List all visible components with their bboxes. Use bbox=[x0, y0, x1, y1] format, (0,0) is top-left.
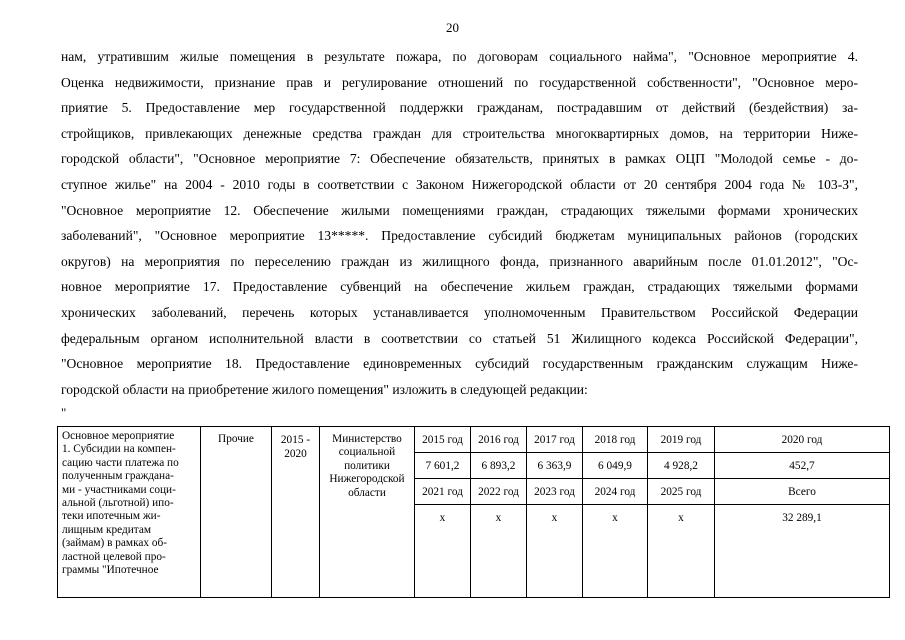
paragraph-line: приятие 5. Предоставление мер государственной поддержки гражданам, пострадавшим от действий (бездействия) за- bbox=[61, 100, 858, 116]
measure-line: 1. Субсидии на компен- bbox=[62, 443, 176, 456]
measure-line: теки ипотечным жи- bbox=[62, 510, 161, 523]
measure-line: полученным граждана- bbox=[62, 470, 174, 483]
amount-cell: x bbox=[583, 505, 648, 598]
paragraph-line: нам, утратившим жилые помещения в результате пожара, по договорам социального найма", "Основное мероприятие 4. bbox=[61, 49, 858, 64]
year-header-cell: 2019 год bbox=[648, 427, 715, 453]
page-number: 20 bbox=[446, 20, 459, 35]
table-row bbox=[58, 427, 890, 453]
category-cell: Прочие bbox=[201, 427, 272, 598]
funding-table bbox=[57, 426, 890, 598]
amount-cell: x bbox=[527, 505, 583, 598]
year-header-cell: 2022 год bbox=[471, 479, 527, 505]
year-header-cell: 2021 год bbox=[415, 479, 471, 505]
amount-cell: 7 601,2 bbox=[415, 453, 471, 479]
paragraph-line: новное мероприятие 17. Предоставление субвенций на обеспечение жильем граждан, страдающих тяжелыми формами bbox=[61, 279, 858, 295]
period-cell: 2015 - 2020 bbox=[272, 427, 320, 598]
year-header-cell: 2023 год bbox=[527, 479, 583, 505]
paragraph-line: заболеваний", "Основное мероприятие 13*****. Предоставление субсидий бюджетам муниципальных районов (городских bbox=[61, 228, 858, 244]
measure-line: (займам) в рамках об- bbox=[62, 537, 168, 550]
year-header-cell: 2018 год bbox=[583, 427, 648, 453]
amount-cell: 6 049,9 bbox=[583, 453, 648, 479]
measure-line: сацию части платежа по bbox=[62, 456, 179, 469]
measure-line: ми - участниками соци- bbox=[62, 483, 176, 496]
year-header-cell: 2017 год bbox=[527, 427, 583, 453]
amount-cell: x bbox=[415, 505, 471, 598]
year-header-cell: 2016 год bbox=[471, 427, 527, 453]
paragraph-line: городской области на приобретение жилого помещения" изложить в следующей редакции: bbox=[61, 381, 588, 397]
amount-cell: 452,7 bbox=[715, 453, 890, 479]
measure-line: Основное мероприятие bbox=[62, 430, 175, 442]
amount-cell: x bbox=[471, 505, 527, 598]
body-paragraph bbox=[61, 44, 858, 402]
amount-cell: 6 363,9 bbox=[527, 453, 583, 479]
amount-cell: x bbox=[648, 505, 715, 598]
paragraph-line: ступное жилье" на 2004 - 2010 годы в соответствии с Законом Нижегородской области от 20 сентября 2004 года № 103-З", bbox=[61, 176, 858, 192]
amount-cell: 6 893,2 bbox=[471, 453, 527, 479]
measure-cell bbox=[58, 427, 201, 598]
opening-quote: " bbox=[61, 405, 67, 420]
year-header-cell: 2024 год bbox=[583, 479, 648, 505]
funding-table-wrapper bbox=[57, 426, 890, 598]
executor-cell: Министерство социальной политики Нижегородской области bbox=[320, 427, 415, 598]
measure-line: ластной целевой про- bbox=[62, 550, 166, 563]
paragraph-line: "Основное мероприятие 12. Обеспечение жилыми помещениями граждан, страдающих тяжелыми формами хронических bbox=[61, 202, 858, 218]
year-header-cell: 2020 год bbox=[715, 427, 890, 453]
total-amount-cell: 32 289,1 bbox=[715, 505, 890, 598]
paragraph-line: "Основное мероприятие 18. Предоставление единовременных субсидий государственным гражданским служащим Ниже- bbox=[61, 356, 858, 372]
paragraph-line: округов) на мероприятия по переселению граждан из жилищного фонда, признанного аварийным после 01.01.2012", "Ос- bbox=[61, 253, 858, 269]
amount-cell: 4 928,2 bbox=[648, 453, 715, 479]
measure-line: лищным кредитам bbox=[62, 523, 152, 536]
paragraph-line: федеральным органом исполнительной власти в соответствии со статьей 51 Жилищного кодекса Российской Федерации", bbox=[61, 330, 858, 346]
total-header-cell: Всего bbox=[715, 479, 890, 505]
paragraph-line: хронических заболеваний, перечень которых устанавливается уполномоченным Правительством Российской Федерации bbox=[61, 304, 858, 320]
year-header-cell: 2015 год bbox=[415, 427, 471, 453]
paragraph-line: стройщиков, привлекающих денежные средства граждан для строительства многоквартирных домов, на территории Ниже- bbox=[61, 125, 858, 141]
paragraph-line: городской области", "Основное мероприятие 7: Обеспечение обязательств, принятых в рамках ОЦП "Молодой семье - до- bbox=[61, 151, 858, 167]
measure-line: граммы "Ипотечное bbox=[62, 564, 159, 577]
measure-line: альной (льготной) ипо- bbox=[62, 497, 174, 510]
year-header-cell: 2025 год bbox=[648, 479, 715, 505]
paragraph-line: Оценка недвижимости, признание прав и регулирование отношений по государственной собственности", "Основное меро- bbox=[61, 74, 858, 90]
